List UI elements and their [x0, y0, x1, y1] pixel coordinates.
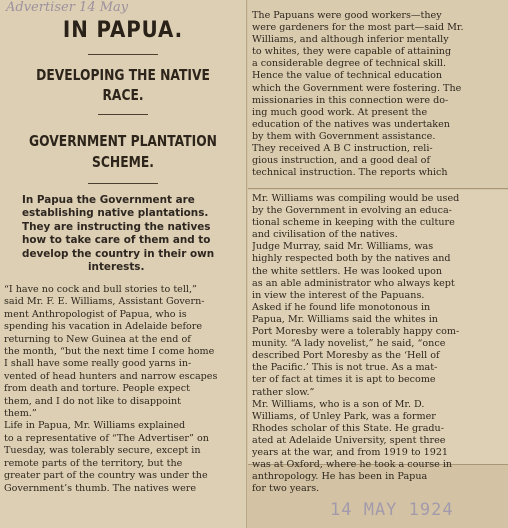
text-line: greater part of the country was under the: [4, 470, 208, 482]
headline: IN PAPUA.: [62, 18, 184, 43]
text-line: them.”: [4, 408, 37, 420]
text-line: ment Anthropologist of Papua, who is: [4, 308, 187, 320]
text-line: technical instruction. The reports which: [252, 167, 448, 179]
left-body-text: [4, 284, 244, 495]
text-line: munity. “A lady novelist,” he said, “once: [252, 338, 446, 350]
text-line: I shall have some really good yarns in-: [4, 358, 192, 370]
text-line: by the Government in evolving an educa-: [252, 205, 452, 217]
text-line: Judge Murray, said Mr. Williams, was: [252, 241, 434, 253]
text-line: Rhodes scholar of this State. He gradu-: [252, 422, 444, 434]
text-line: rather slow.”: [252, 386, 315, 398]
text-line: They are instructing the natives: [22, 220, 211, 233]
text-line: establishing native plantations.: [22, 207, 209, 220]
text-line: for two years.: [252, 483, 320, 495]
text-line: tional scheme in keeping with the culture: [252, 217, 455, 229]
divider: [98, 114, 148, 115]
subhead-line: GOVERNMENT PLANTATION: [29, 132, 217, 150]
text-line: said Mr. F. E. Williams, Assistant Govern-: [4, 296, 205, 308]
text-line: Life in Papua, Mr. Williams explained: [4, 420, 186, 432]
text-line: the white settlers. He was looked upon: [252, 265, 443, 277]
text-line: Mr. Williams, who is a son of Mr. D.: [252, 398, 425, 410]
text-line: the Pacific.’ This is not true. As a mat-: [252, 362, 438, 374]
text-line: them, and I do not like to disappoint: [4, 395, 182, 407]
text-line: Tuesday, was tolerably secure, except in: [4, 445, 201, 457]
text-line: from death and torture. People expect: [4, 383, 190, 395]
subhead-line: DEVELOPING THE NATIVE: [36, 66, 210, 84]
text-line: They received A B C instruction, reli-: [252, 143, 433, 155]
text-line: In Papua the Government are: [22, 194, 195, 206]
subhead-line: RACE.: [102, 86, 144, 104]
text-line: develop the country in their own: [22, 247, 215, 260]
text-line: missionaries in this connection were do-: [252, 94, 449, 106]
date-stamp: 14 MAY 1924: [330, 500, 454, 520]
intro-paragraph: [22, 194, 222, 274]
text-line: anthropology. He has been in Papua: [252, 471, 428, 483]
handwritten-note: Advertiser 14 May: [6, 0, 129, 15]
text-line: remote parts of the territory, but the: [4, 457, 183, 469]
text-line: how to take care of them and to: [22, 234, 211, 247]
text-line: were gardeners for the most part—said Mr.: [252, 22, 464, 34]
divider: [88, 54, 158, 55]
text-line: Williams, and although inferior mentally: [252, 34, 449, 46]
text-line: returning to New Guinea at the end of: [4, 333, 191, 345]
text-line: ter of fact at times it is apt to become: [252, 374, 436, 386]
text-line: as an able administrator who always kept: [252, 277, 455, 289]
text-line: highly respected both by the natives and: [252, 253, 451, 265]
text-line: which the Government were fostering. The: [252, 82, 462, 94]
subhead-line: SCHEME.: [92, 153, 154, 171]
text-line: ated at Adelaide University, spent three: [252, 434, 446, 446]
text-line: to a representative of “The Advertiser” on: [4, 432, 209, 444]
right-bottom-text: [252, 193, 504, 495]
text-line: in view the interest of the Papuans.: [252, 289, 425, 301]
text-line: the month, “but the next time I come home: [4, 346, 215, 358]
text-line: Williams, of Unley Park, was a former: [252, 410, 436, 422]
text-line: The Papuans were good workers—they: [252, 10, 442, 21]
text-line: education of the natives was undertaken: [252, 118, 450, 130]
text-line: vented of head hunters and narrow escapes: [4, 370, 218, 382]
text-line: and civilisation of the natives.: [252, 229, 398, 241]
text-line: interests.: [88, 261, 145, 274]
text-line: to whites, they were capable of attaining: [252, 46, 452, 58]
text-line: Hence the value of technical education: [252, 70, 443, 82]
text-line: Port Moresby were a tolerably happy com-: [252, 326, 460, 338]
divider: [88, 183, 158, 184]
text-line: Mr. Williams was compiling would be used: [252, 193, 460, 204]
text-line: Asked if he found life monotonous in: [252, 301, 431, 313]
text-line: described Port Moresby as the ‘Hell of: [252, 350, 440, 362]
text-line: years at the war, and from 1919 to 1921: [252, 446, 449, 458]
text-line: “I have no cock and bull stories to tell,”: [4, 284, 197, 295]
right-top-text: [252, 10, 504, 179]
text-line: spending his vacation in Adelaide before: [4, 321, 203, 333]
text-line: a considerable degree of technical skill.: [252, 58, 447, 70]
text-line: by them with Government assistance.: [252, 130, 436, 142]
text-line: Government’s thumb. The natives were: [4, 482, 197, 494]
text-line: gious instruction, and a good deal of: [252, 155, 431, 167]
text-line: Papua, Mr. Williams said the whites in: [252, 313, 438, 325]
text-line: was at Oxford, where he took a course in: [252, 459, 453, 471]
text-line: ing much good work. At present the: [252, 106, 428, 118]
